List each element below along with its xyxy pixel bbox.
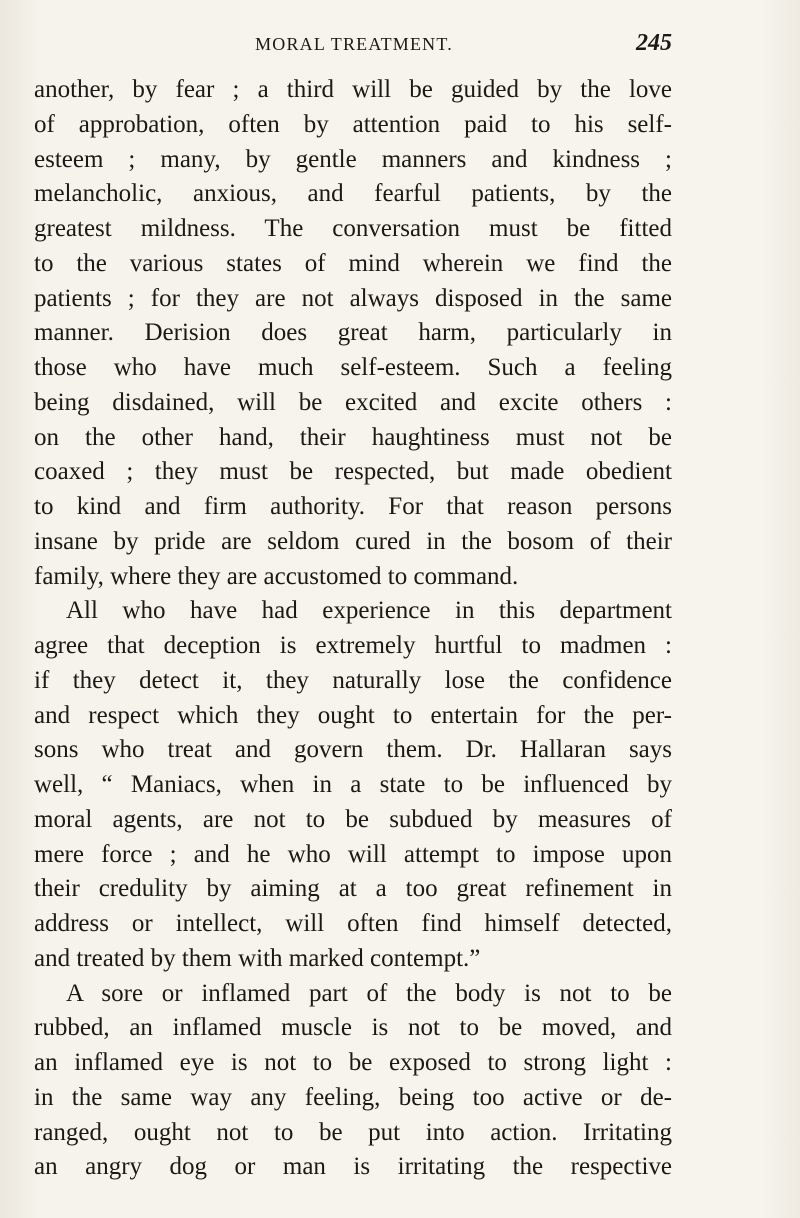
text-line: and respect which they ought to entertain for the per- <box>34 701 672 729</box>
text-line: those who have much self-esteem. Such a feeling <box>34 354 672 381</box>
text-line: being disdained, will be excited and excite others : <box>34 388 672 416</box>
text-line: patients ; for they are not always disposed in the same <box>34 284 672 312</box>
text-line: sons who treat and govern them. Dr. Hallaran says <box>34 736 672 764</box>
text-line: manner. Derision does great harm, particularly in <box>34 319 672 347</box>
text-line: family, where they are accustomed to command. <box>34 562 519 590</box>
text-line: insane by pride are seldom cured in the bosom of their <box>34 527 672 555</box>
text-line: of approbation, often by attention paid to his self- <box>34 110 672 138</box>
text-line: well, “ Maniacs, when in a state to be influenced by <box>34 771 672 798</box>
text-line: to kind and firm authority. For that reason persons <box>34 493 672 520</box>
text-line: an angry dog or man is irritating the respective <box>34 1153 672 1181</box>
text-line: All who have had experience in this department <box>66 597 672 625</box>
text-line: rubbed, an inflamed muscle is not to be moved, and <box>34 1014 672 1042</box>
running-head <box>36 30 672 60</box>
text-line: on the other hand, their haughtiness must not be <box>34 423 672 451</box>
text-line: and treated by them with marked contempt.” <box>34 944 481 972</box>
text-line: an inflamed eye is not to be exposed to strong light : <box>34 1049 672 1076</box>
text-line: address or intellect, will often find himself detected, <box>34 910 672 937</box>
text-line: ranged, ought not to be put into action. Irritating <box>34 1118 672 1146</box>
page-number: 245 <box>636 30 672 56</box>
text-line: melancholic, anxious, and fearful patients, by the <box>34 180 672 208</box>
paragraph-1 <box>34 73 672 594</box>
text-line: in the same way any feeling, being too active or de- <box>34 1083 672 1111</box>
body-text <box>34 73 672 1185</box>
text-line: if they detect it, they naturally lose the confidence <box>34 666 672 694</box>
running-title: MORAL TREATMENT. <box>255 34 453 54</box>
text-line: greatest mildness. The conversation must be fitted <box>34 215 672 242</box>
text-line: coaxed ; they must be respected, but made obedient <box>34 458 672 486</box>
text-line: moral agents, are not to be subdued by measures of <box>34 805 672 833</box>
text-line: esteem ; many, by gentle manners and kindness ; <box>34 145 672 173</box>
text-line: another, by fear ; a third will be guided by the love <box>34 76 672 103</box>
text-line: their credulity by aiming at a too great refinement in <box>34 875 672 903</box>
text-line: to the various states of mind wherein we find the <box>34 249 672 277</box>
text-line: mere force ; and he who will attempt to impose upon <box>34 840 672 868</box>
text-line: A sore or inflamed part of the body is not to be <box>66 979 672 1007</box>
paragraph-2 <box>34 594 672 976</box>
paragraph-3 <box>34 977 672 1186</box>
text-line: agree that deception is extremely hurtful to madmen : <box>34 632 672 659</box>
